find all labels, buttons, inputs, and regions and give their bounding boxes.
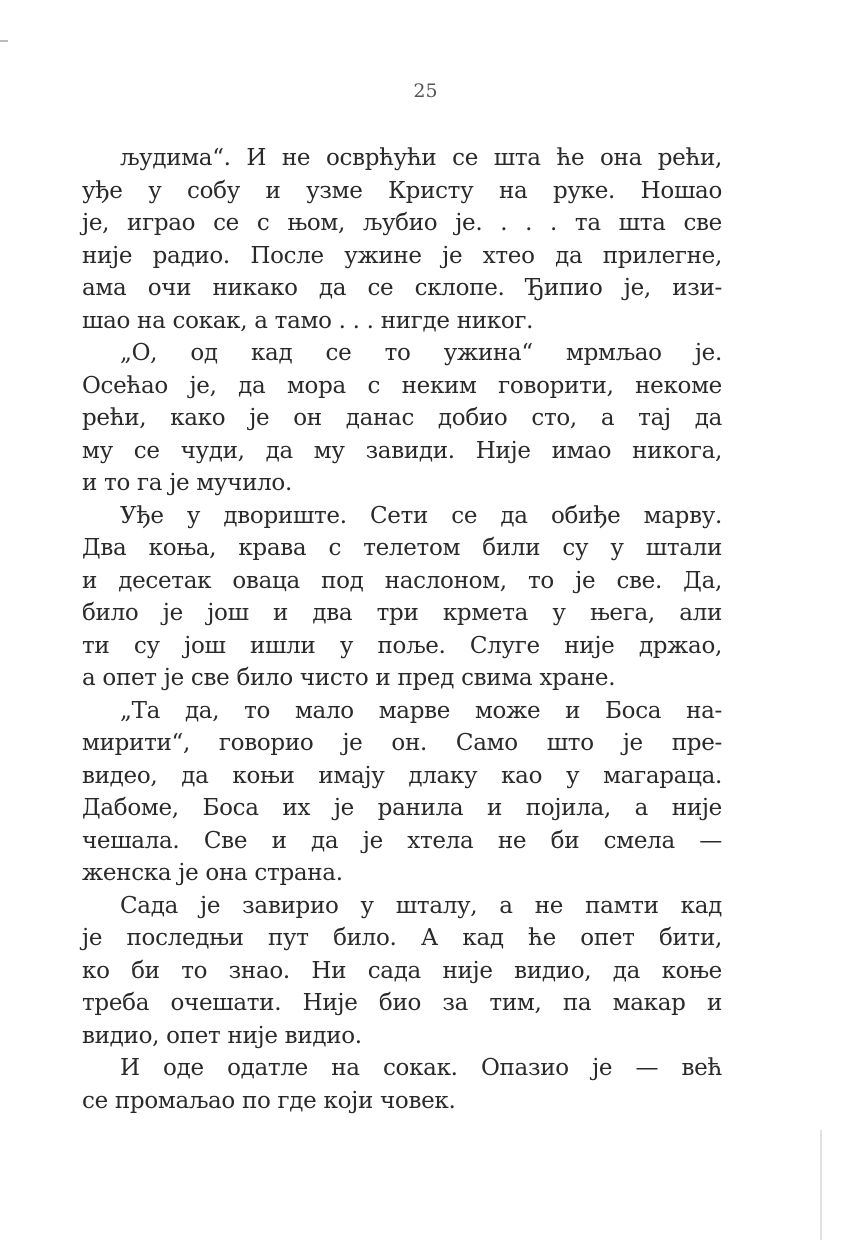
scan-edge-mark (0, 40, 8, 42)
text-line: Два коња, крава с телетом били су у штали (82, 535, 722, 561)
text-line: рећи, како је он данас добио сто, а тај да (82, 405, 722, 431)
scan-edge-line (820, 1130, 822, 1240)
text-line: се промаљао по где који човек. (82, 1087, 456, 1114)
text-line: „О, од кад се то ужина“ мрмљао је. (120, 340, 722, 366)
paragraph (82, 337, 722, 500)
text-line: видио, опет није видио. (82, 1022, 362, 1049)
text-line: И оде одатле на сокак. Опазио је — већ (120, 1055, 722, 1081)
text-line: Сада је завирио у шталу, а не памти кад (120, 892, 722, 919)
text-line: није радио. После ужине је хтео да прилегне, (82, 242, 722, 269)
text-line: женска је она страна. (82, 860, 343, 886)
paragraph (82, 890, 722, 1053)
text-line: и то га је мучило. (82, 470, 292, 496)
text-line: треба очешати. Није био за тим, па макар и (82, 990, 722, 1016)
text-line: уђе у собу и узме Кристу на руке. Ношао (82, 177, 722, 204)
text-line: чешала. Све и да је хтела не би смела — (82, 827, 722, 854)
text-line: „Та да, то мало марве може и Боса на- (120, 697, 722, 724)
text-line: видео, да коњи имају длаку као у магараца. (82, 762, 722, 789)
text-line: је последњи пут било. А кад ће опет бити, (82, 925, 722, 951)
text-line: и десетак оваца под наслоном, то је све. Да, (82, 567, 722, 594)
text-line: му се чуди, да му завиди. Није имао никога, (82, 437, 722, 464)
text-line: Осећао је, да мора с неким говорити, некоме (82, 372, 722, 399)
text-line: је, играо се с њом, љубио је. . . . та шта све (82, 210, 722, 236)
text-line: ти су још ишли у поље. Слуге није држао, (82, 632, 722, 659)
paragraph (82, 142, 722, 337)
text-line: Дабоме, Боса их је ранила и појила, а није (82, 795, 722, 821)
text-line: људима“. И не осврћући се шта ће она рећи, (120, 145, 722, 171)
text-line: ко би то знао. Ни сада није видио, да коње (82, 957, 722, 984)
text-line: а опет је све било чисто и пред свима хране. (82, 665, 616, 691)
paragraph (82, 1052, 722, 1117)
text-line: било је још и два три крмета у њега, али (82, 600, 722, 626)
text-line: Уђе у двориште. Сети се да обиђе марву. (120, 502, 722, 529)
text-line: ама очи никако да се склопе. Ђипио је, изи- (82, 275, 722, 301)
body-text (82, 142, 722, 1117)
text-line: мирити“, говорио је он. Само што је пре- (82, 730, 722, 756)
paragraph (82, 500, 722, 695)
page-number: 25 (413, 80, 438, 102)
text-line: шао на сокак, а тамо . . . нигде никог. (82, 307, 534, 334)
paragraph (82, 695, 722, 890)
